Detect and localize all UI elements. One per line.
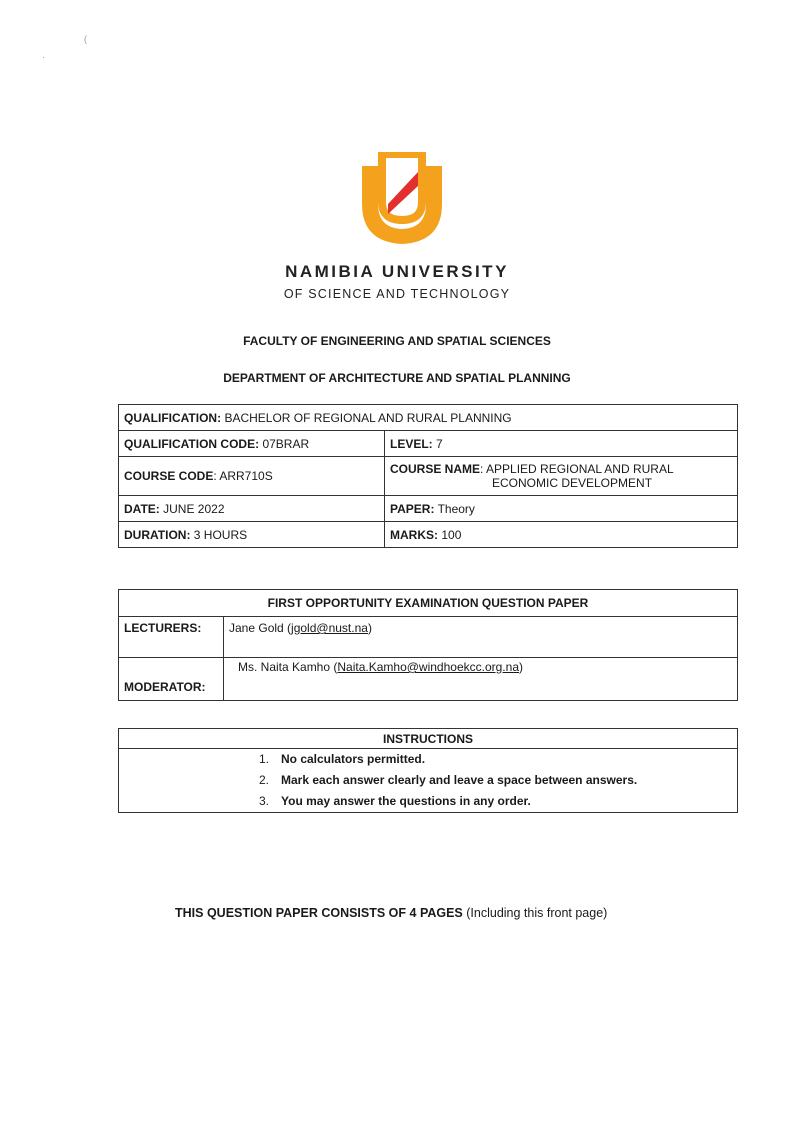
instruction-item [119, 749, 737, 770]
instructions-title: INSTRUCTIONS [119, 729, 738, 749]
level-label: LEVEL: [390, 436, 433, 451]
marks-cell [385, 522, 738, 548]
department-heading: DEPARTMENT OF ARCHITECTURE AND SPATIAL PLANNING [223, 371, 571, 385]
moderator-value [224, 658, 738, 701]
instruction-number: 3. [259, 794, 270, 808]
qualification-label: QUALIFICATION: [124, 410, 222, 425]
qualification-cell [119, 405, 738, 431]
university-subname: OF SCIENCE AND TECHNOLOGY [283, 287, 511, 301]
lecturers-label: LECTURERS: [119, 617, 224, 658]
instructions-list [119, 749, 738, 813]
lecturer-close: ) [367, 621, 372, 635]
university-name: NAMIBIA UNIVERSITY [285, 262, 509, 281]
qualification-value: BACHELOR OF REGIONAL AND RURAL PLANNING [224, 410, 512, 425]
instruction-text: Mark each answer clearly and leave a space between answers. [281, 773, 638, 787]
instruction-number: 2. [259, 773, 270, 787]
instruction-item [119, 791, 737, 812]
instruction-text: You may answer the questions in any order. [281, 794, 531, 808]
scan-speck: ( [84, 34, 87, 44]
course-code-value: : ARR710S [213, 469, 273, 483]
paper-value: Theory [437, 501, 475, 516]
scan-speck: · [42, 52, 45, 62]
paper-cell [385, 496, 738, 522]
page-count-normal: (Including this front page) [462, 906, 608, 920]
instruction-text: No calculators permitted. [281, 752, 426, 766]
lecturer-name: Jane Gold ( [229, 621, 292, 635]
level-cell [385, 431, 738, 457]
exam-info-table [118, 589, 738, 701]
moderator-close: ) [519, 660, 523, 674]
course-name-cell [385, 457, 738, 496]
lecturer-email-link[interactable]: jgold@nust.na [291, 621, 368, 635]
qualification-code-cell [119, 431, 385, 457]
exam-title: FIRST OPPORTUNITY EXAMINATION QUESTION PAPER [119, 590, 738, 617]
date-value: JUNE 2022 [163, 501, 225, 516]
instruction-number: 1. [259, 752, 270, 766]
page-count-note [175, 906, 607, 920]
course-name-line1: : APPLIED REGIONAL AND RURAL [480, 462, 674, 476]
course-code-label: COURSE CODE [124, 469, 214, 483]
moderator-name: Ms. Naita Kamho ( [238, 660, 338, 674]
nust-shield-logo-icon [358, 152, 446, 248]
lecturers-value [224, 617, 738, 658]
course-info-table [118, 404, 738, 548]
qualification-code-label: QUALIFICATION CODE: [124, 436, 260, 451]
marks-label: MARKS: [390, 527, 438, 542]
moderator-label: MODERATOR: [119, 658, 224, 701]
page-count-bold: THIS QUESTION PAPER CONSISTS OF 4 PAGES [175, 906, 463, 920]
duration-cell [119, 522, 385, 548]
qualification-code-value: 07BRAR [262, 436, 310, 451]
faculty-heading: FACULTY OF ENGINEERING AND SPATIAL SCIENCES [243, 334, 551, 348]
paper-label: PAPER: [390, 501, 435, 516]
course-code-cell [119, 457, 385, 496]
instructions-table [118, 728, 738, 813]
instruction-item [119, 770, 737, 791]
date-cell [119, 496, 385, 522]
duration-label: DURATION: [124, 527, 191, 542]
date-label: DATE: [124, 501, 160, 516]
duration-value: 3 HOURS [193, 527, 248, 542]
course-name-line2: ECONOMIC DEVELOPMENT [492, 476, 653, 490]
course-name-label: COURSE NAME [390, 462, 481, 476]
level-value: 7 [436, 436, 443, 451]
moderator-email-link[interactable]: Naita.Kamho@windhoekcc.org.na [337, 660, 519, 674]
marks-value: 100 [441, 527, 462, 542]
